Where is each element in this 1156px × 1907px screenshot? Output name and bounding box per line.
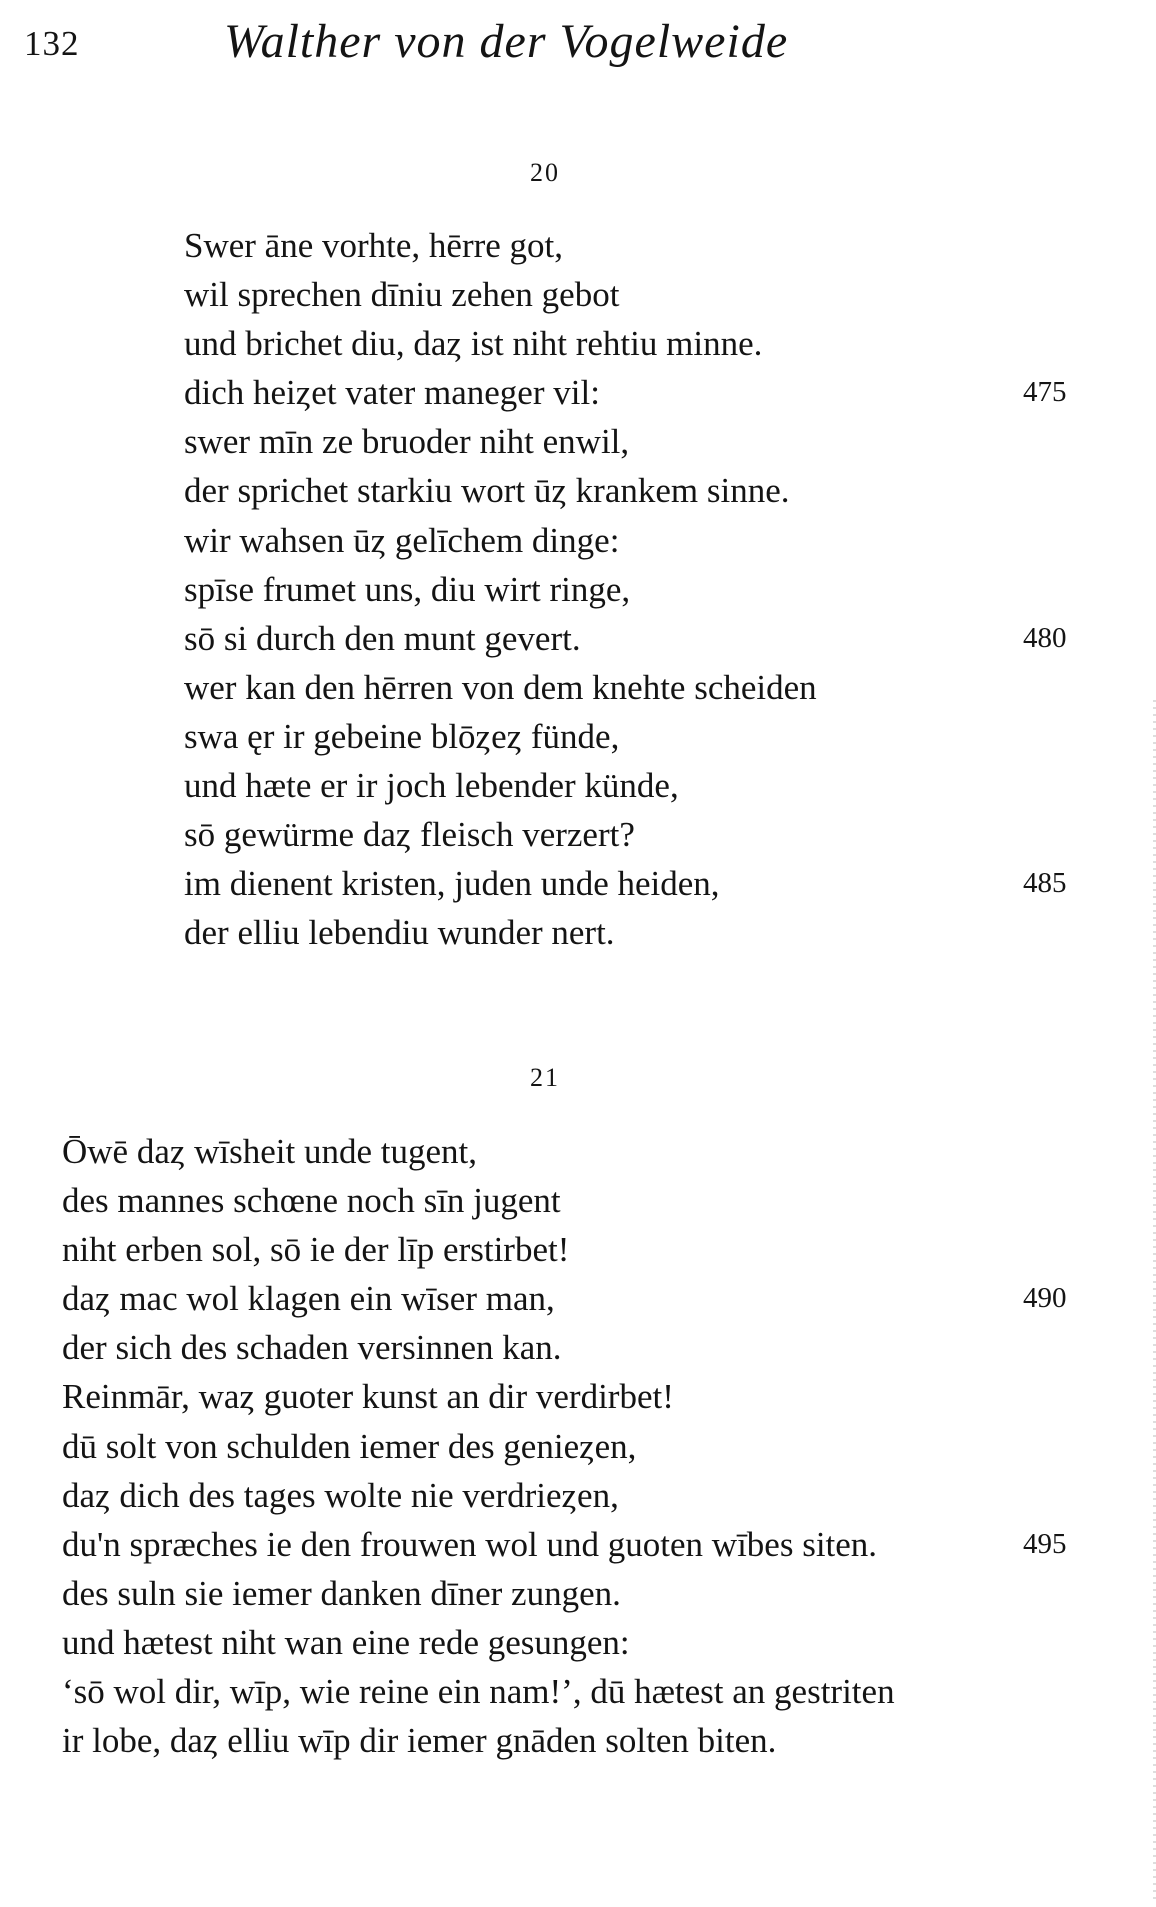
verse-text: sō gewürme daȥ fleisch verzert? (184, 815, 635, 855)
verse-line (184, 810, 817, 859)
verse-text: dich heiȥet vater maneger vil: (184, 373, 600, 413)
verse-line (184, 712, 817, 761)
verse-line (184, 614, 1067, 663)
verse-line (184, 417, 817, 466)
verse-line (184, 221, 817, 270)
verse-line (62, 1422, 895, 1471)
verse-text: Swer āne vorhte, hērre got, (184, 226, 564, 265)
verse-text: swer mīn ze bruoder niht enwil, (184, 422, 630, 462)
verse-text: niht erben sol, sō ie der līp erstirbet! (62, 1230, 570, 1270)
verse-text: Ōwē daȥ wīsheit unde tugent, (62, 1132, 478, 1171)
verse-text: daȥ mac wol klagen ein wīser man, (62, 1279, 555, 1319)
poem-number: 21 (530, 1063, 560, 1092)
verse-text: und hæte er ir joch lebender künde, (184, 766, 679, 806)
page-number: 132 (24, 24, 80, 63)
line-number: 485 (1023, 867, 1067, 900)
verse-line (184, 270, 817, 319)
verse-line (62, 1323, 895, 1372)
verse-line (184, 663, 817, 712)
verse-text: swa ęr ir gebeine blōȥeȥ fünde, (184, 716, 620, 756)
verse-text: wir wahsen ūȥ gelīchem dinge: (184, 520, 620, 560)
poem-number: 20 (530, 158, 560, 187)
verse-line (184, 319, 817, 368)
verse-line (62, 1127, 895, 1176)
verse-line (62, 1716, 895, 1765)
verse-text: und hætest niht wan eine rede gesungen: (62, 1622, 630, 1662)
verse-line (62, 1667, 895, 1716)
verse-line (184, 466, 817, 515)
verse-text: ‘sō wol dir, wīp, wie reine ein nam!’, dū hætest an gestriten (62, 1672, 895, 1712)
verse-line (62, 1471, 895, 1520)
verse-text: wer kan den hērren von dem knehte scheiden (184, 667, 817, 707)
verse-text: sō si durch den munt gevert. (184, 618, 581, 658)
stanza (184, 221, 1067, 957)
line-number: 495 (1023, 1527, 1067, 1560)
verse-text: des mannes schœne noch sīn jugent (62, 1181, 561, 1221)
verse-text: der sich des schaden versinnen kan. (62, 1328, 562, 1368)
verse-line (184, 859, 1067, 908)
line-number: 480 (1023, 621, 1067, 654)
verse-text: daȥ dich des tages wolte nie verdrieȥen, (62, 1475, 619, 1515)
verse-text: und brichet diu, daȥ ist niht rehtiu minne. (184, 324, 763, 364)
verse-line (184, 565, 817, 614)
verse-line (184, 516, 817, 565)
running-head (0, 14, 1156, 74)
verse-line (62, 1618, 895, 1667)
verse-line (62, 1274, 1067, 1323)
verse-text: dū solt von schulden iemer des genieȥen, (62, 1426, 637, 1466)
verse-text: des suln sie iemer danken dīner zungen. (62, 1573, 621, 1613)
line-number: 475 (1023, 376, 1067, 409)
verse-text: spīse frumet uns, diu wirt ringe, (184, 569, 631, 609)
verse-text: ir lobe, daȥ elliu wīp dir iemer gnāden solten biten. (62, 1721, 777, 1761)
line-number: 490 (1023, 1282, 1067, 1315)
verse-line (184, 908, 817, 957)
stanza (62, 1127, 1067, 1765)
verse-text: Reinmār, waȥ guoter kunst an dir verdirbet! (62, 1377, 674, 1417)
verse-line (62, 1520, 1067, 1569)
running-title: Walther von der Vogelweide (224, 15, 789, 68)
verse-line (184, 761, 817, 810)
verse-text: du'n spræches ie den frouwen wol und guoten wībes siten. (62, 1524, 878, 1564)
verse-line (62, 1225, 895, 1274)
verse-line (62, 1176, 895, 1225)
verse-line (62, 1569, 895, 1618)
verse-line (62, 1372, 895, 1421)
verse-text: wil sprechen dīniu zehen gebot (184, 275, 620, 315)
verse-text: im dienent kristen, juden unde heiden, (184, 864, 720, 904)
verse-line (184, 368, 1067, 417)
verse-text: der elliu lebendiu wunder nert. (184, 913, 615, 953)
verse-text: der sprichet starkiu wort ūȥ krankem sinne. (184, 471, 790, 511)
